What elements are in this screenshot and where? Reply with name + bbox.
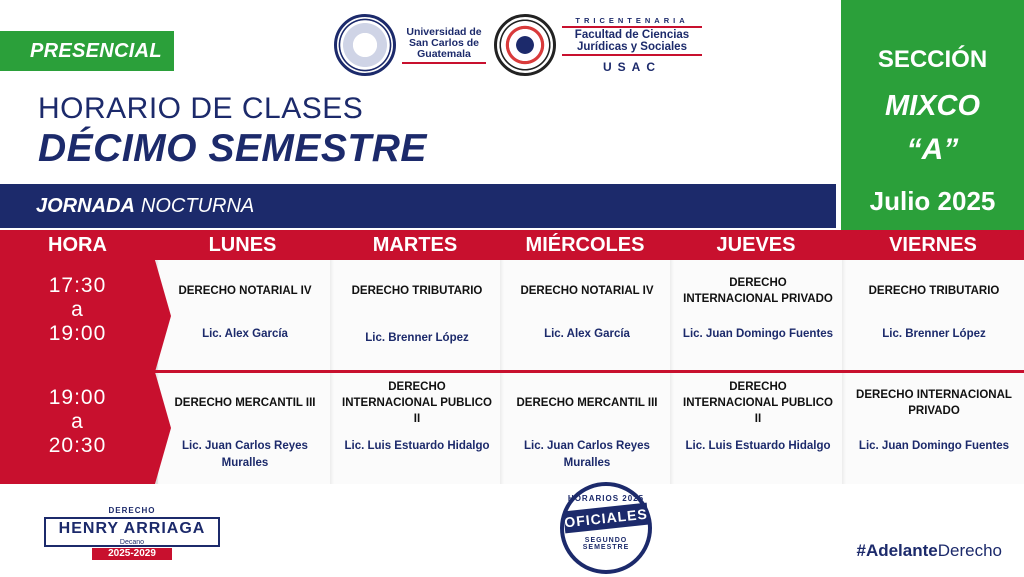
schedule-cell	[844, 372, 1024, 484]
header-martes: MARTES	[372, 233, 458, 256]
hora-end: 19:00	[48, 322, 107, 345]
dean-name: HENRY ARRIAGA	[58, 520, 206, 537]
teacher: Lic. Brenner López	[882, 328, 986, 340]
schedule-cell	[672, 260, 844, 372]
stamp-bottom: SEGUNDO SEMESTRE	[582, 537, 630, 551]
presencial-label: PRESENCIAL	[30, 39, 162, 62]
jornada-bold: JORNADA	[36, 194, 135, 217]
header-jueves: JUEVES	[716, 233, 796, 256]
hora-end: 20:30	[48, 434, 107, 457]
hashtag-bold: #Adelante	[856, 541, 938, 560]
university-seal-icon	[334, 14, 396, 76]
seccion-place: MIXCO	[884, 90, 981, 122]
seccion-box	[838, 0, 1024, 230]
hashtag	[856, 541, 1002, 561]
logos-header	[334, 12, 694, 78]
schedule-row	[0, 260, 1024, 372]
stamp-top: HORARIOS 2025	[567, 494, 645, 503]
jornada-light: NOCTURNA	[140, 194, 255, 217]
schedule-cell	[332, 260, 502, 372]
hora-sep: a	[71, 298, 84, 321]
teacher: Lic. Brenner López	[365, 332, 469, 344]
stamp-main: OFICIALES	[563, 503, 649, 534]
hora-cell	[0, 260, 155, 372]
teacher: Lic. Alex García	[202, 328, 288, 340]
page-title-line2: DÉCIMO SEMESTRE	[38, 127, 427, 170]
teacher: Lic. Juan Carlos Reyes Muralles	[524, 440, 650, 469]
subject: DERECHO NOTARIAL IV	[178, 285, 312, 297]
header-viernes: VIERNES	[889, 233, 977, 256]
subject: DERECHO TRIBUTARIO	[351, 285, 483, 297]
seccion-letter: “A”	[906, 133, 959, 166]
page-title-line1: HORARIO DE CLASES	[38, 92, 364, 125]
subject: DERECHO MERCANTIL III	[516, 397, 658, 409]
schedule-cell	[672, 372, 844, 484]
tricentenaria-label: TRICENTENARIA	[575, 16, 689, 25]
teacher: Lic. Juan Domingo Fuentes	[858, 440, 1010, 452]
subject: DERECHO NOTARIAL IV	[520, 285, 654, 297]
dean-role: Decano	[119, 539, 145, 546]
dean-badge-box	[44, 517, 220, 547]
row-divider	[0, 370, 1024, 373]
schedule-cell	[332, 372, 502, 484]
hora-sep: a	[71, 410, 84, 433]
seccion-date: Julio 2025	[869, 186, 996, 216]
hashtag-light: Derecho	[937, 541, 1002, 560]
hora-cell	[0, 372, 155, 484]
schedule-cell	[158, 260, 332, 372]
hora-start: 17:30	[48, 274, 107, 297]
faculty-block	[562, 16, 702, 74]
hora-start: 19:00	[48, 386, 107, 409]
schedule-cell	[502, 372, 672, 484]
teacher: Lic. Luis Estuardo Hidalgo	[685, 440, 831, 452]
usac-label: USAC	[602, 60, 661, 74]
university-name: Universidad de San Carlos de Guatemala	[402, 27, 486, 64]
presencial-tag	[0, 31, 180, 71]
schedule-row	[0, 372, 1024, 484]
teacher: Lic. Luis Estuardo Hidalgo	[344, 440, 490, 452]
jornada-banner	[0, 184, 836, 228]
schedule-cell	[502, 260, 672, 372]
dean-badge-top: DERECHO	[108, 506, 156, 515]
header-lunes: LUNES	[208, 233, 277, 256]
dean-badge	[44, 506, 220, 562]
dean-years: 2025-2029	[92, 548, 172, 560]
teacher: Lic. Juan Domingo Fuentes	[682, 328, 834, 340]
header-miercoles: MIÉRCOLES	[525, 233, 645, 256]
seccion-label: SECCIÓN	[877, 46, 988, 73]
faculty-name: Facultad de Ciencias Jurídicas y Sociales	[562, 26, 702, 56]
teacher: Lic. Juan Carlos Reyes Muralles	[182, 440, 308, 469]
subject: DERECHO INTERNACIONAL PRIVADO	[683, 277, 833, 305]
subject: DERECHO INTERNACIONAL PUBLICO II	[683, 381, 833, 425]
schedule-cell	[844, 260, 1024, 372]
teacher: Lic. Alex García	[544, 328, 630, 340]
subject: DERECHO TRIBUTARIO	[868, 285, 1000, 297]
oficiales-stamp	[560, 482, 652, 574]
faculty-seal-icon	[494, 14, 556, 76]
schedule-header	[0, 230, 1024, 260]
subject: DERECHO INTERNACIONAL PRIVADO	[856, 389, 1012, 417]
header-hora: HORA	[48, 233, 107, 256]
subject: DERECHO INTERNACIONAL PUBLICO II	[342, 381, 492, 425]
subject: DERECHO MERCANTIL III	[174, 397, 316, 409]
schedule-cell	[158, 372, 332, 484]
